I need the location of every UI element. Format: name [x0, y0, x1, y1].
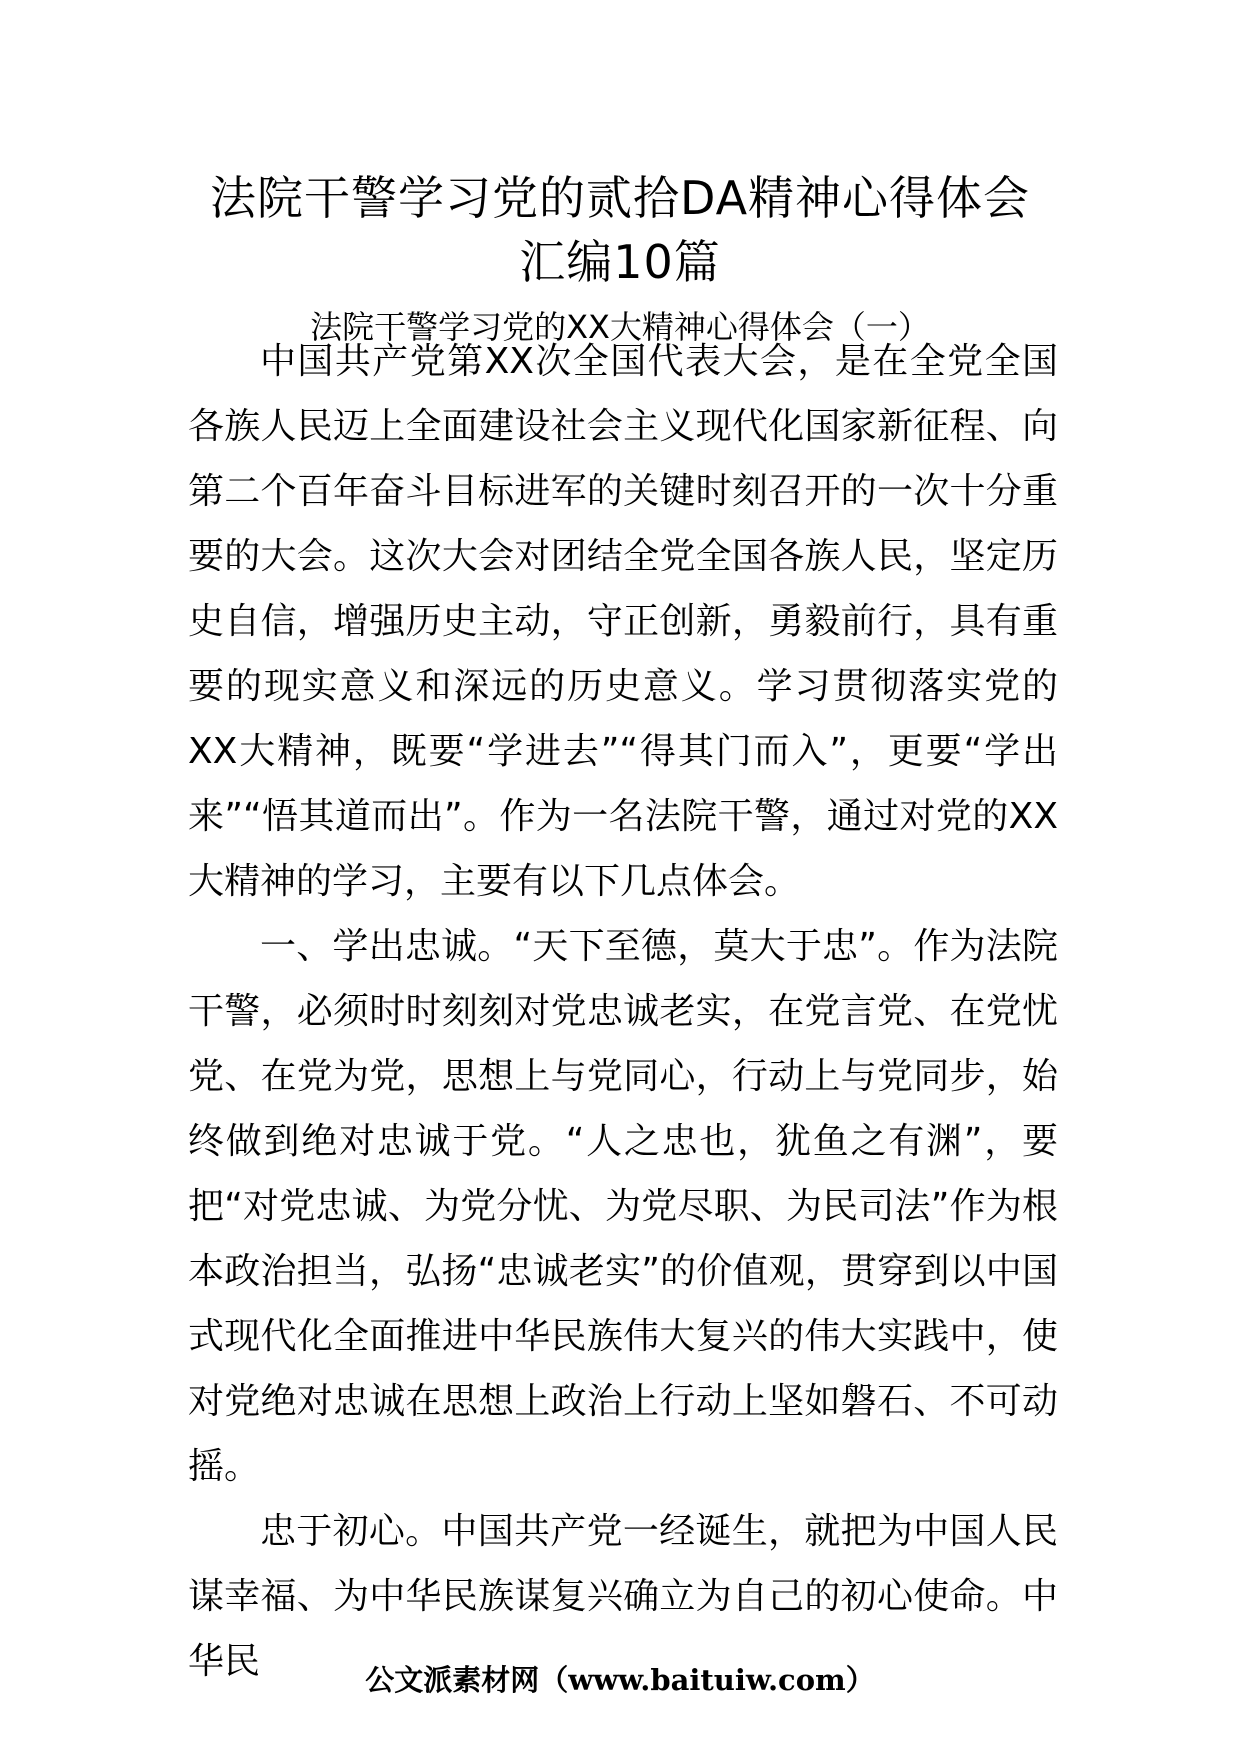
document-title-line-1: 法院干警学习党的贰拾DA精神心得体会 [209, 171, 1031, 225]
paragraph-original-aspiration: 忠于初心。中国共产党一经诞生，就把为中国人民谋幸福、为中华民族谋复兴确立为自己的初心使命。中华民 [188, 1511, 1058, 1682]
footer-watermark: 公文派素材网（www.baituiw.com） [365, 1663, 875, 1697]
paragraph-loyalty: 一、学出忠诚。“天下至德，莫大于忠”。作为法院干警，必须时时刻刻对党忠诚老实，在党言党、在党忧党、在党为党，思想上与党同心，行动上与党同步，始终做到绝对忠诚于党。“人之忠也，犹鱼之有渊”，要把“对党忠诚、为党分忧、为党尽职、为民司法”作为根本政治担当，弘扬“忠诚老实”的价值观，贯穿到以中国式现代化全面推进中华民族伟大复兴的伟大实践中，使对党绝对忠诚在思想上政治上行动上坚如磐石、不可动摇。 [188, 926, 1058, 1487]
section-subtitle: 法院干警学习党的XX大精神心得体会（一） [310, 308, 930, 346]
document-title-line-2: 汇编10篇 [519, 235, 721, 289]
paragraph-intro: 中国共产党第XX次全国代表大会，是在全党全国各族人民迈上全面建设社会主义现代化国家新征程、向第二个百年奋斗目标进军的关键时刻召开的一次十分重要的大会。这次大会对团结全党全国各族人民，坚定历史自信，增强历史主动，守正创新，勇毅前行，具有重要的现实意义和深远的历史意义。学习贯彻落实党的XX大精神，既要“学进去”“得其门而入”，更要“学出来”“悟其道而出”。作为一名法院干警，通过对党的XX大精神的学习，主要有以下几点体会。 [188, 341, 1058, 902]
body-text [188, 329, 1058, 1694]
